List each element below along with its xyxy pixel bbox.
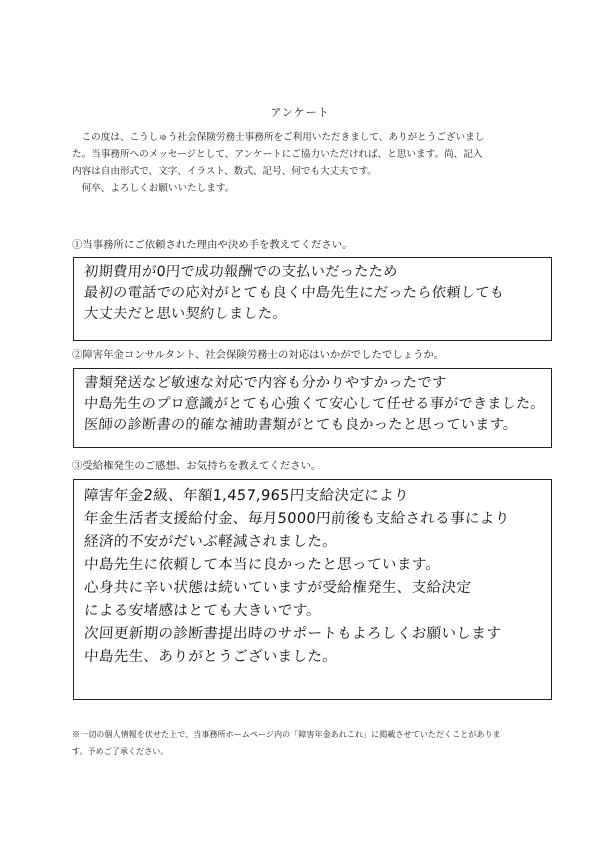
page-title: アンケート	[270, 106, 330, 119]
intro-line: 内容は自由形式で、文字、イラスト、数式、記号、何でも大丈夫です。	[72, 166, 377, 177]
answer-line: 書類発送など敏速な対応で内容も分かりやすかったです	[83, 375, 447, 391]
question-3-label: ③受給権発生のご感想、お気持ちを教えてください。	[72, 460, 322, 472]
answer-line: 障害年金2級、年額1,457,965円支給決定により	[83, 487, 410, 504]
answer-box-3	[73, 479, 552, 700]
answer-line: 年金生活者支援給付金、毎月5000円前後も支給される事により	[83, 510, 511, 527]
privacy-footnote	[72, 726, 552, 760]
answer-line: 経済的不安がだいぶ軽減されました。	[83, 533, 338, 550]
intro-text	[72, 129, 542, 197]
answer-box-1	[73, 257, 552, 341]
question-1-label: ①当事務所にご依頼された理由や決め手を教えてください。	[72, 239, 353, 251]
intro-line: この度は、こうしゅう社会保険労務士事務所をご利用いただきまして、ありがとうございまし	[81, 132, 485, 143]
answer-line: 最初の電話での応対がとても良く中島先生にだったら依頼しても	[83, 285, 505, 301]
question-2-label: ②障害年金コンサルタント、社会保険労務士の対応はいかがでしたでしょうか。	[72, 349, 445, 361]
answer-line: による安堵感はとても大きいです。	[83, 602, 322, 619]
answer-line: 次回更新期の診断書提出時のサポートもよろしくお願いします	[83, 625, 502, 642]
answer-line: 医師の診断書の的確な補助書類がとても良かったと思っています。	[83, 417, 519, 433]
footnote-line: ※一切の個人情報を伏せた上で、当事務所ホームページ内の「障害年金あれこれ」に掲載させていただくことがありま	[72, 729, 501, 739]
answer-line: 大丈夫だと思い契約しました。	[83, 306, 288, 322]
intro-line: 何卒、よろしくお願いいたします。	[81, 183, 235, 194]
answer-line: 中島先生、ありがとうございました。	[83, 648, 338, 665]
answer-line: 心身共に辛い状態は続いていますが受給権発生、支給決定	[83, 579, 472, 596]
footnote-line: す。予めご了承ください。	[72, 746, 169, 756]
answer-line: 初期費用が0円で成功報酬での支払いだったため	[83, 264, 399, 280]
answer-line: 中島先生に依頼して本当に良かったと思っています。	[83, 556, 441, 573]
answer-box-2	[73, 368, 552, 448]
intro-line: た。当事務所へのメッセージとして、アンケートにご協力いただければ、と思います。尚、記入	[72, 149, 483, 160]
answer-line: 中島先生のプロ意識がとても心強くて安心して任せる事ができました。	[83, 396, 546, 412]
